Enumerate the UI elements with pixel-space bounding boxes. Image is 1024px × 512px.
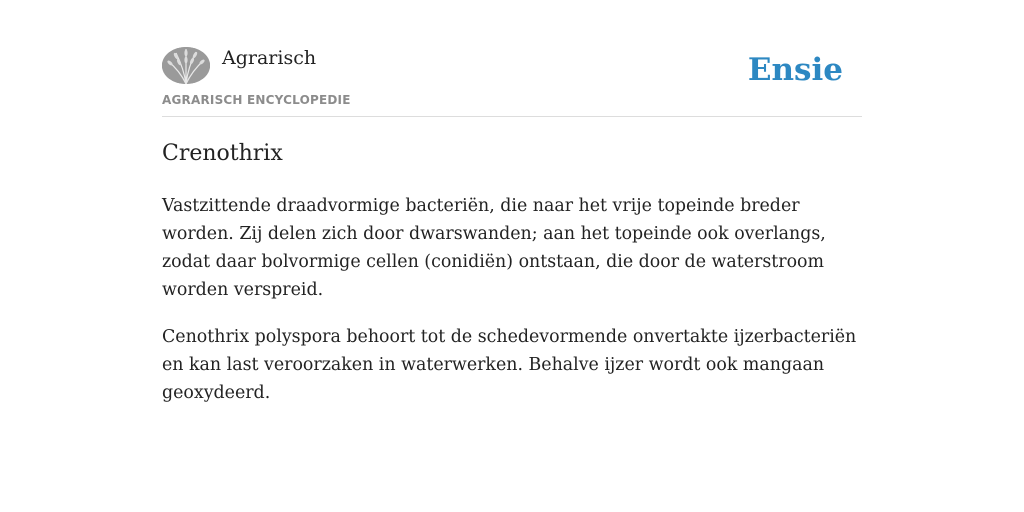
site-subtitle: AGRARISCH ENCYCLOPEDIE <box>162 93 351 107</box>
article-title: Crenothrix <box>162 141 283 166</box>
article-body <box>162 192 872 426</box>
wheat-icon-graphic <box>162 47 210 84</box>
article-paragraph-2: Cenothrix polyspora behoort tot de schedevormende onvertakte ijzerbacteriën en kan last veroorzaken in waterwerken. Behalve ijzer wordt ook mangaan geoxydeerd. <box>162 327 857 403</box>
brand-name[interactable]: Agrarisch <box>222 47 317 69</box>
article-paragraph-1: Vastzittende draadvormige bacteriën, die naar het vrije topeinde breder worden. Zij delen zich door dwarswanden; aan het topeinde ook overlangs, zodat daar bolvormige cellen (conidiën) ontstaan, die door de waterstroom worden verspreid. <box>162 196 826 300</box>
site-header <box>162 44 862 117</box>
wheat-icon[interactable] <box>162 47 210 84</box>
ensie-logo-link[interactable]: Ensie <box>747 52 843 88</box>
